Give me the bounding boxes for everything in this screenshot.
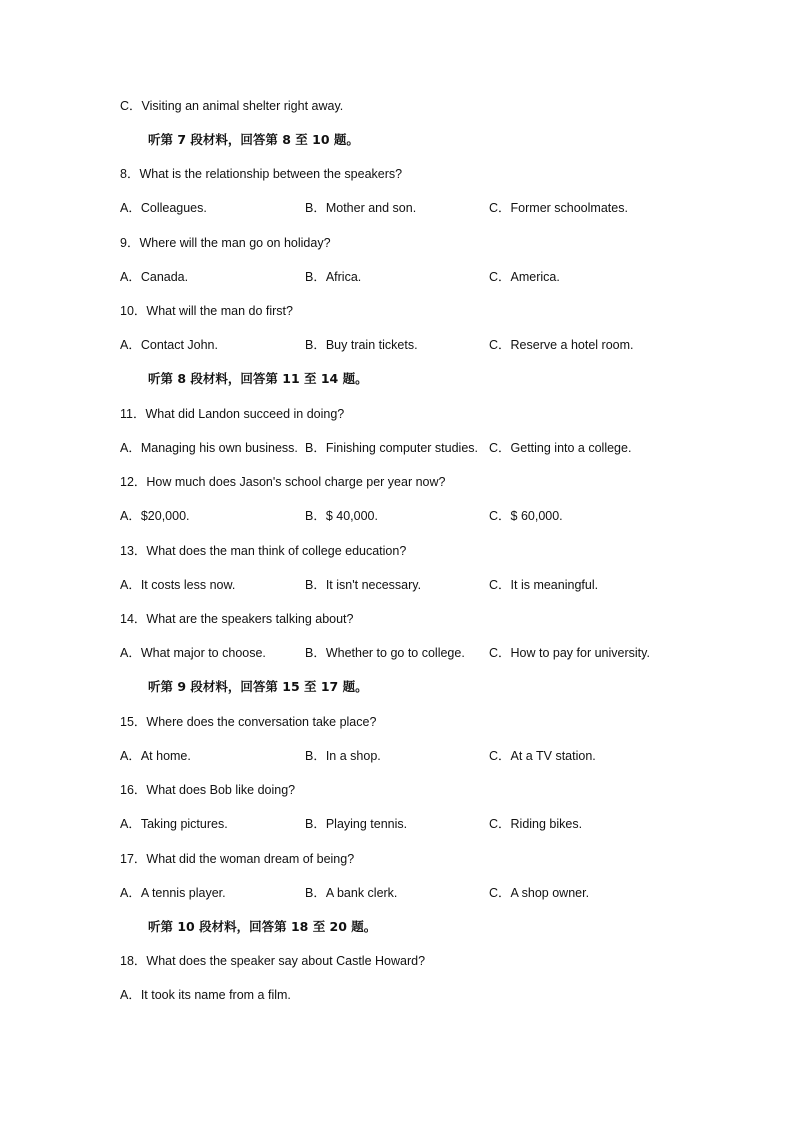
question-14: 14．What are the speakers talking about?: [120, 612, 354, 626]
q16-option-a: A．Taking pictures.: [120, 817, 228, 831]
q16-option-b: B．Playing tennis.: [305, 817, 408, 831]
q11-option-c: C．Getting into a college.: [489, 441, 632, 455]
q12-option-c: C．$ 60,000.: [489, 509, 563, 523]
q15-option-c: C．At a TV station.: [489, 749, 596, 763]
section-7-instruction: 听第 7 段材料，回答第 8 至 10 题。: [148, 132, 359, 147]
q14-option-c: C．How to pay for university.: [489, 646, 650, 660]
question-8: 8．What is the relationship between the speakers?: [120, 167, 403, 181]
q9-option-b: B．Africa.: [305, 270, 362, 284]
q13-option-b: B．It isn't necessary.: [305, 578, 422, 592]
question-12: 12．How much does Jason's school charge per year now?: [120, 475, 446, 489]
q11-option-a: A．Managing his own business.: [120, 441, 298, 455]
question-16: 16．What does Bob like doing?: [120, 783, 296, 797]
q15-option-b: B．In a shop.: [305, 749, 381, 763]
section-9-instruction: 听第 9 段材料，回答第 15 至 17 题。: [148, 679, 368, 694]
q10-option-c: C．Reserve a hotel room.: [489, 338, 634, 352]
q10-option-a: A．Contact John.: [120, 338, 218, 352]
q8-option-c: C．Former schoolmates.: [489, 201, 628, 215]
q10-option-b: B．Buy train tickets.: [305, 338, 418, 352]
q9-option-a: A．Canada.: [120, 270, 189, 284]
q11-option-b: B．Finishing computer studies.: [305, 441, 478, 455]
section-8-instruction: 听第 8 段材料，回答第 11 至 14 题。: [148, 371, 368, 386]
q12-option-b: B．$ 40,000.: [305, 509, 378, 523]
q13-option-a: A．It costs less now.: [120, 578, 236, 592]
q8-option-b: B．Mother and son.: [305, 201, 417, 215]
section-10-instruction: 听第 10 段材料，回答第 18 至 20 题。: [148, 919, 377, 934]
q13-option-c: C．It is meaningful.: [489, 578, 599, 592]
q17-option-a: A．A tennis player.: [120, 886, 226, 900]
question-10: 10．What will the man do first?: [120, 304, 293, 318]
q7-option-c: C．Visiting an animal shelter right away.: [120, 99, 344, 113]
question-15: 15．Where does the conversation take place?: [120, 715, 377, 729]
q12-option-a: A．$20,000.: [120, 509, 190, 523]
question-13: 13．What does the man think of college education?: [120, 544, 407, 558]
question-18: 18．What does the speaker say about Castle Howard?: [120, 954, 426, 968]
q17-option-c: C．A shop owner.: [489, 886, 590, 900]
q14-option-a: A．What major to choose.: [120, 646, 266, 660]
q8-option-a: A．Colleagues.: [120, 201, 207, 215]
question-9: 9．Where will the man go on holiday?: [120, 236, 331, 250]
question-11: 11．What did Landon succeed in doing?: [120, 407, 345, 421]
q14-option-b: B．Whether to go to college.: [305, 646, 465, 660]
q15-option-a: A．At home.: [120, 749, 191, 763]
question-17: 17．What did the woman dream of being?: [120, 852, 355, 866]
q9-option-c: C．America.: [489, 270, 560, 284]
q18-option-a: A．It took its name from a film.: [120, 988, 291, 1002]
q16-option-c: C．Riding bikes.: [489, 817, 583, 831]
q17-option-b: B．A bank clerk.: [305, 886, 398, 900]
